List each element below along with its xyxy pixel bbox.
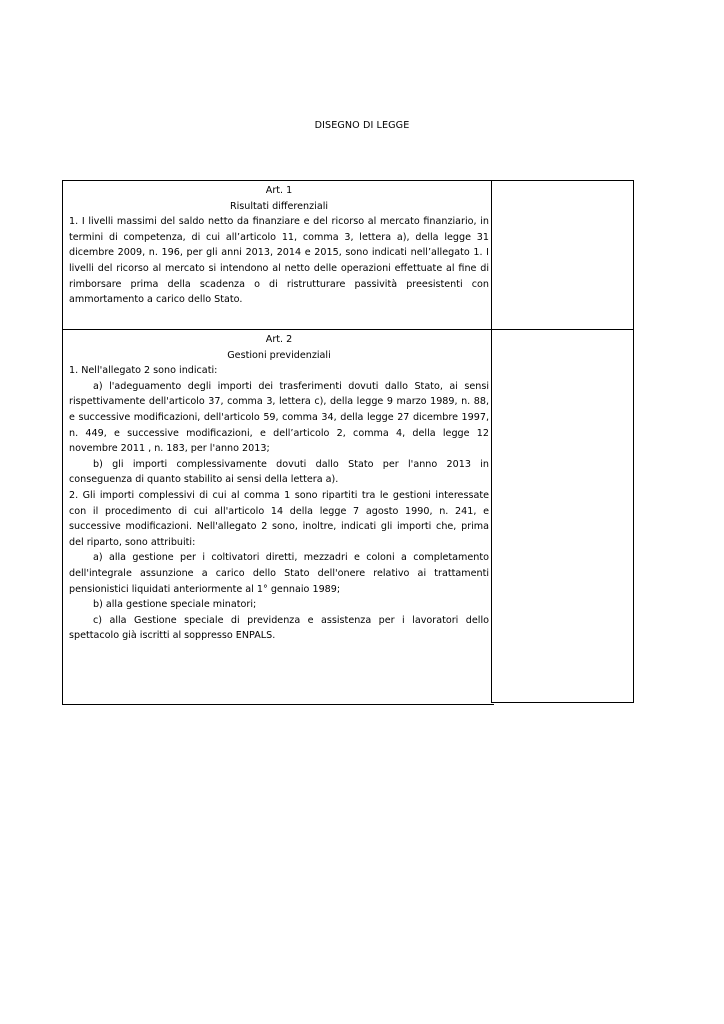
article-paragraph: c) alla Gestione speciale di previdenza e assistenza per i lavoratori dello spettacolo già iscritti al soppresso ENPALS. — [69, 614, 489, 642]
article-number: Art. 1 — [265, 185, 293, 196]
article-paragraph: 1. I livelli massimi del saldo netto da finanziare e del ricorso al mercato finanziario, in termini di competenza, di cui all’articolo 11, comma 3, lettera a), della legge 31 dicembre 2009, n. 196, per gli anni 2013, 2014 e 2015, sono indicati nell’allegato 1. I livelli del ricorso al mercato si intendono al netto delle operazioni effettuate al fine di rimborsare prima della scadenza o di ristrutturare passività preesistenti con ammortamento a carico dello Stato. — [69, 216, 489, 306]
article-2 — [63, 330, 494, 704]
article-1 — [63, 181, 494, 330]
article-paragraph: b) gli importi complessivamente dovuti dallo Stato per l'anno 2013 in conseguenza di quanto stabilito ai sensi della lettera a). — [69, 458, 489, 486]
article-paragraph: b) alla gestione speciale minatori; — [93, 599, 257, 611]
notes-column — [491, 180, 634, 703]
article-paragraph: a) l'adeguamento degli importi dei trasferimenti dovuti dallo Stato, ai sensi rispettivamente dell'articolo 37, comma 3, lettera c), della legge 9 marzo 1989, n. 88, e successive modificazioni, dell'articolo 59, comma 34, della legge 27 dicembre 1997, n. 449, e successive modificazioni, e dell’articolo 2, comma 4, della legge 12 novembre 2011 , n. 183, per l'anno 2013; — [69, 380, 489, 455]
article-paragraph: a) alla gestione per i coltivatori diretti, mezzadri e coloni a completamento dell'integrale assunzione a carico dello Stato dell'onere relativo ai trattamenti pensionistici liquidati anteriormente al 1° gennaio 1989; — [69, 552, 489, 595]
article-paragraph: 1. Nell'allegato 2 sono indicati: — [69, 365, 218, 377]
articles-table — [62, 180, 494, 705]
article-number: Art. 2 — [265, 334, 293, 345]
document-title: DISEGNO DI LEGGE — [314, 120, 410, 131]
article-title: Risultati differenziali — [229, 200, 329, 212]
article-title: Gestioni previdenziali — [227, 349, 331, 361]
article-paragraph: 2. Gli importi complessivi di cui al comma 1 sono ripartiti tra le gestioni interessate con il procedimento di cui all'articolo 14 della legge 7 agosto 1990, n. 241, e successive modificazioni. Nell'allegato 2 sono, inoltre, indicati gli importi che, prima del riparto, sono attribuiti: — [69, 489, 489, 548]
row-divider — [492, 329, 633, 330]
